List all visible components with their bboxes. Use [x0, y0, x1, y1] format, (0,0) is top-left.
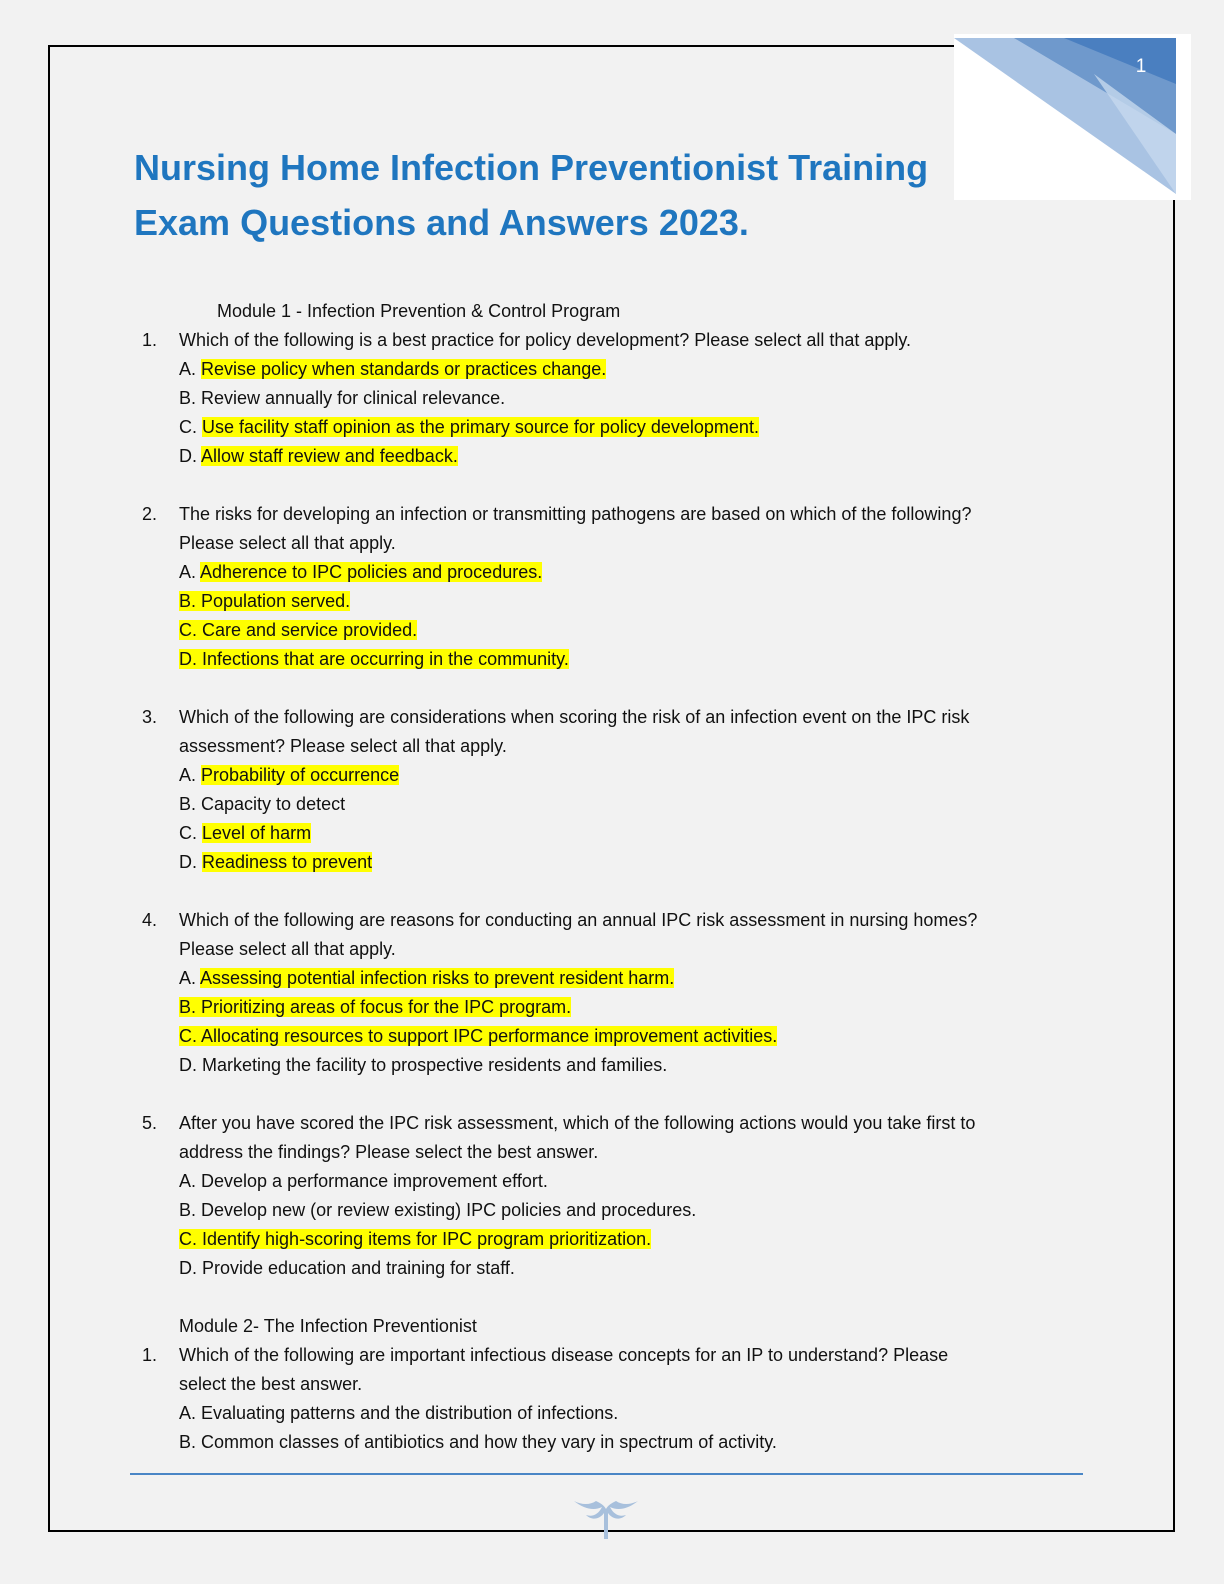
- option-text-highlighted: Allow staff review and feedback.: [201, 446, 458, 466]
- option-text: Provide education and training for staff.: [202, 1258, 515, 1278]
- option-text: Review annually for clinical relevance.: [201, 388, 506, 408]
- question-block: [134, 1109, 1094, 1283]
- option-letter: C.: [179, 417, 203, 437]
- answer-option: [134, 761, 1094, 790]
- question-text-continued: Please select all that apply.: [179, 533, 396, 553]
- option-text: Develop a performance improvement effort.: [201, 1171, 548, 1191]
- question-text: After you have scored the IPC risk assessment, which of the following actions would you take first to: [179, 1113, 976, 1133]
- question-block: [134, 906, 1094, 1080]
- option-text-highlighted: D. Infections that are occurring in the community.: [179, 649, 569, 669]
- question-text-continued: Please select all that apply.: [179, 939, 396, 959]
- option-letter: D.: [179, 1055, 203, 1075]
- answer-option: [134, 587, 1094, 616]
- fleur-ornament-icon: [570, 1493, 642, 1541]
- answer-option: [134, 616, 1094, 645]
- option-letter: D.: [179, 852, 203, 872]
- option-letter: A.: [179, 1171, 202, 1191]
- option-letter: D.: [179, 1258, 203, 1278]
- option-text: Evaluating patterns and the distribution of infections.: [201, 1403, 619, 1423]
- option-letter: A.: [179, 968, 201, 988]
- question-line: [134, 500, 1094, 529]
- question-text: Which of the following are reasons for conducting an annual IPC risk assessment in nursing homes?: [179, 910, 978, 930]
- title-line-2: Exam Questions and Answers 2023.: [134, 202, 749, 243]
- question-text-continued: assessment? Please select all that apply.: [179, 736, 507, 756]
- answer-option: [134, 848, 1094, 877]
- question-line: [134, 1341, 1094, 1370]
- option-text-highlighted: B. Population served.: [179, 591, 351, 611]
- answer-option: [134, 1225, 1094, 1254]
- question-block: [134, 500, 1094, 674]
- answer-option: [134, 1399, 1094, 1428]
- option-text-highlighted: Readiness to prevent: [202, 852, 373, 872]
- option-text-highlighted: C. Care and service provided.: [179, 620, 418, 640]
- question-line: [134, 906, 1094, 935]
- question-text: The risks for developing an infection or transmitting pathogens are based on which of the following?: [179, 504, 972, 524]
- module-1-questions: [134, 326, 1094, 1283]
- option-text: Marketing the facility to prospective residents and families.: [202, 1055, 668, 1075]
- answer-option: [134, 355, 1094, 384]
- answer-option: [134, 1254, 1094, 1283]
- option-text-highlighted: Adherence to IPC policies and procedures.: [200, 562, 543, 582]
- option-text-highlighted: Assessing potential infection risks to prevent resident harm.: [200, 968, 675, 988]
- option-letter: B.: [179, 1200, 202, 1220]
- option-text: Common classes of antibiotics and how they vary in spectrum of activity.: [201, 1432, 777, 1452]
- answer-option: [134, 1428, 1094, 1457]
- option-text-highlighted: B. Prioritizing areas of focus for the IPC program.: [179, 997, 572, 1017]
- option-text-highlighted: Revise policy when standards or practices change.: [201, 359, 607, 379]
- question-text: Which of the following is a best practice for policy development? Please select all that apply.: [179, 330, 912, 350]
- question-number: 4.: [142, 910, 158, 930]
- option-letter: B.: [179, 388, 202, 408]
- question-number: 1.: [142, 1345, 158, 1365]
- answer-option: [134, 442, 1094, 471]
- question-line: [134, 326, 1094, 355]
- document-body: [134, 297, 1094, 1486]
- option-letter: C.: [179, 823, 203, 843]
- answer-option: [134, 790, 1094, 819]
- answer-option: [134, 964, 1094, 993]
- answer-option: [134, 558, 1094, 587]
- option-text-highlighted: Probability of occurrence: [201, 765, 400, 785]
- footer-rule: [130, 1473, 1083, 1475]
- question-text-continued: select the best answer.: [179, 1374, 363, 1394]
- option-text: Capacity to detect: [201, 794, 346, 814]
- option-text-highlighted: Level of harm: [202, 823, 312, 843]
- question-block: [134, 703, 1094, 877]
- question-number: 5.: [142, 1113, 158, 1133]
- option-letter: A.: [179, 1403, 202, 1423]
- answer-option: [134, 384, 1094, 413]
- option-text-highlighted: C. Identify high-scoring items for IPC program prioritization.: [179, 1229, 652, 1249]
- answer-option: [134, 1167, 1094, 1196]
- question-block: [134, 1341, 1094, 1457]
- question-text-continued: address the findings? Please select the best answer.: [179, 1142, 599, 1162]
- option-letter: D.: [179, 446, 202, 466]
- answer-option: [134, 819, 1094, 848]
- module-2-questions: [134, 1341, 1094, 1457]
- question-text: Which of the following are important infectious disease concepts for an IP to understand? Please: [179, 1345, 949, 1365]
- option-letter: B.: [179, 794, 202, 814]
- option-letter: B.: [179, 1432, 202, 1452]
- option-text: Develop new (or review existing) IPC policies and procedures.: [201, 1200, 697, 1220]
- module-2-heading: Module 2- The Infection Preventionist: [179, 1316, 477, 1336]
- question-text: Which of the following are considerations when scoring the risk of an infection event on the IPC risk: [179, 707, 970, 727]
- page-title: [134, 140, 1014, 250]
- question-line: [134, 703, 1094, 732]
- question-number: 1.: [142, 330, 158, 350]
- answer-option: [134, 413, 1094, 442]
- option-letter: A.: [179, 359, 202, 379]
- answer-option: [134, 1051, 1094, 1080]
- option-letter: A.: [179, 765, 202, 785]
- answer-option: [134, 1196, 1094, 1225]
- option-text-highlighted: C. Allocating resources to support IPC performance improvement activities.: [179, 1026, 778, 1046]
- question-line: [134, 1109, 1094, 1138]
- option-letter: A.: [179, 562, 201, 582]
- question-number: 2.: [142, 504, 158, 524]
- answer-option: [134, 993, 1094, 1022]
- module-1-heading: Module 1 - Infection Prevention & Control Program: [217, 301, 621, 321]
- question-block: [134, 326, 1094, 471]
- answer-option: [134, 1022, 1094, 1051]
- title-line-1: Nursing Home Infection Preventionist Training: [134, 147, 929, 188]
- question-number: 3.: [142, 707, 158, 727]
- page-number: 1: [1135, 56, 1147, 77]
- answer-option: [134, 645, 1094, 674]
- option-text-highlighted: Use facility staff opinion as the primary source for policy development.: [202, 417, 759, 437]
